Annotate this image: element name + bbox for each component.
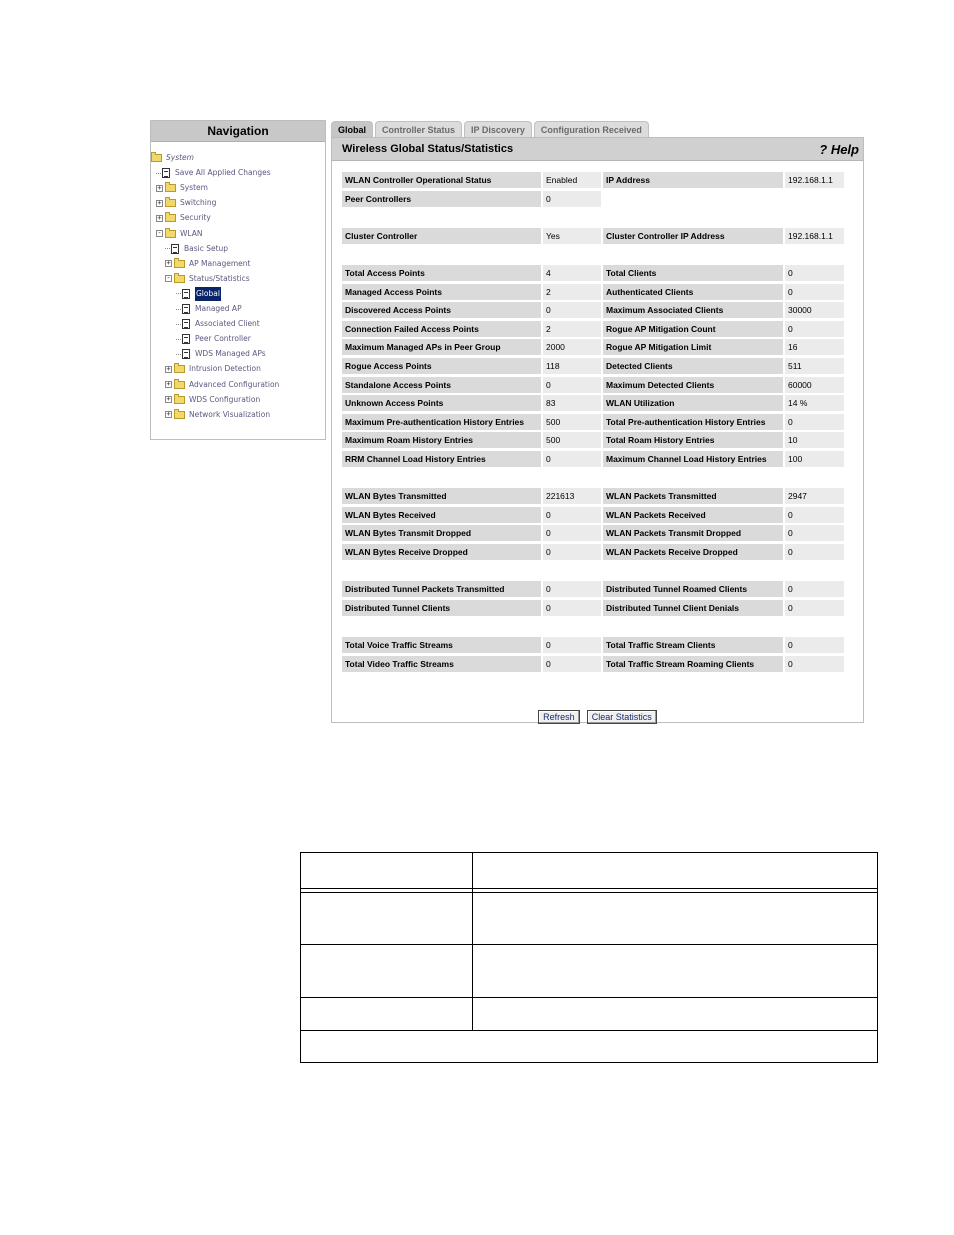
stat-value: 0	[543, 507, 601, 523]
table-row	[342, 507, 844, 523]
folder-icon	[174, 275, 185, 283]
nav-item[interactable]	[165, 362, 261, 376]
stat-label: Maximum Pre-authentication History Entries	[342, 414, 541, 430]
stat-label: Cluster Controller IP Address	[603, 228, 783, 244]
stat-value: 0	[543, 581, 601, 597]
tree-connector	[165, 248, 170, 249]
nav-item[interactable]	[176, 302, 242, 316]
stat-value: Yes	[543, 228, 601, 244]
stat-value: 192.168.1.1	[785, 228, 844, 244]
nav-item-label: Global	[195, 287, 221, 301]
nav-item-label: Advanced Configuration	[189, 379, 280, 389]
clear-statistics-button[interactable]: Clear Statistics	[587, 710, 657, 724]
table-row	[342, 637, 844, 653]
nav-item-label: Security	[180, 213, 211, 223]
stat-label: Total Clients	[603, 265, 783, 281]
collapse-icon[interactable]: -	[157, 229, 162, 237]
stat-value: 0	[785, 656, 844, 672]
nav-item[interactable]	[176, 332, 251, 346]
stat-value: 100	[785, 451, 844, 467]
nav-item-label: Associated Client	[195, 319, 260, 329]
stat-value: 0	[785, 414, 844, 430]
stat-value: 4	[543, 265, 601, 281]
stat-label: WLAN Controller Operational Status	[342, 172, 541, 188]
expand-icon[interactable]: +	[166, 410, 171, 419]
stat-label: Authenticated Clients	[603, 284, 783, 300]
stat-value: 500	[543, 414, 601, 430]
tab-controller-status[interactable]: Controller Status	[375, 121, 462, 137]
stat-value: 0	[543, 600, 601, 616]
table-row	[342, 377, 844, 393]
stat-label: Cluster Controller	[342, 228, 541, 244]
nav-item-label: Status/Statistics	[189, 273, 250, 283]
stat-label: Distributed Tunnel Packets Transmitted	[342, 581, 541, 597]
nav-item[interactable]	[156, 166, 271, 180]
stat-label: Distributed Tunnel Roamed Clients	[603, 581, 783, 597]
stat-value: 60000	[785, 377, 844, 393]
table-row	[342, 656, 844, 672]
stat-label: Discovered Access Points	[342, 302, 541, 318]
stat-label: IP Address	[603, 172, 783, 188]
nav-item-label: AP Management	[189, 258, 251, 268]
nav-item-label: Managed AP	[195, 304, 242, 313]
table-row	[301, 998, 877, 1031]
navigation-title: Navigation	[151, 121, 325, 142]
stat-value: 10	[785, 432, 844, 448]
nav-item-label: Save All Applied Changes	[175, 168, 271, 178]
tree-connector	[176, 293, 181, 294]
stat-value: 0	[543, 637, 601, 653]
stat-label: Standalone Access Points	[342, 377, 541, 393]
nav-item[interactable]	[156, 181, 208, 195]
stat-value: 0	[785, 321, 844, 337]
stat-label: WLAN Packets Transmitted	[603, 488, 783, 504]
nav-item[interactable]	[156, 211, 211, 225]
expand-icon[interactable]: +	[166, 364, 171, 373]
page-icon	[162, 168, 170, 178]
stat-label: WLAN Bytes Receive Dropped	[342, 544, 541, 560]
collapse-icon[interactable]: -	[166, 274, 171, 283]
stat-value: 0	[785, 637, 844, 653]
nav-item-label: System	[180, 183, 208, 193]
stat-label: Peer Controllers	[342, 191, 541, 207]
expand-icon[interactable]: +	[166, 380, 171, 388]
panel-header	[332, 138, 863, 161]
tab-global[interactable]: Global	[331, 121, 373, 137]
stat-label: Total Pre-authentication History Entries	[603, 414, 783, 430]
stat-value: 0	[785, 265, 844, 281]
nav-item[interactable]	[165, 393, 260, 407]
stat-value: 0	[785, 507, 844, 523]
expand-icon[interactable]: +	[157, 183, 162, 192]
stat-value: 0	[785, 284, 844, 300]
nav-item[interactable]	[151, 151, 194, 165]
stat-value: 0	[543, 525, 601, 541]
stat-value: 0	[785, 581, 844, 597]
folder-icon	[165, 230, 176, 238]
stat-value: 118	[543, 358, 601, 374]
table-row	[342, 600, 844, 616]
folder-icon	[165, 199, 176, 207]
nav-item[interactable]	[165, 378, 279, 392]
stat-label: Total Voice Traffic Streams	[342, 637, 541, 653]
page-title: Wireless Global Status/Statistics	[342, 143, 514, 155]
table-row	[301, 945, 877, 998]
stat-label: WLAN Utilization	[603, 395, 783, 411]
folder-icon	[151, 154, 162, 162]
stat-label: Maximum Detected Clients	[603, 377, 783, 393]
stat-label: Distributed Tunnel Client Denials	[603, 600, 783, 616]
stat-value: 0	[543, 656, 601, 672]
stat-label: Rogue Access Points	[342, 358, 541, 374]
folder-icon	[174, 381, 185, 389]
expand-icon[interactable]: +	[166, 259, 171, 268]
stat-value: 2	[543, 284, 601, 300]
help-link[interactable]: ? Help	[819, 141, 859, 157]
stat-label: Total Video Traffic Streams	[342, 656, 541, 672]
tab-bar	[331, 121, 649, 137]
page-icon	[182, 289, 190, 299]
nav-item-label: Network Visualization	[189, 409, 271, 419]
tab-configuration-received[interactable]: Configuration Received	[534, 121, 649, 137]
table-row	[342, 581, 844, 597]
stat-label: WLAN Packets Received	[603, 507, 783, 523]
nav-item-label: Switching	[180, 198, 217, 208]
table-row	[342, 488, 844, 504]
nav-item[interactable]	[165, 408, 270, 422]
stat-label: Detected Clients	[603, 358, 783, 374]
button-bar	[332, 705, 863, 724]
expand-icon[interactable]: +	[157, 198, 162, 207]
stat-value: 0	[543, 377, 601, 393]
tree-connector	[176, 309, 181, 310]
nav-item-label: WLAN	[180, 228, 203, 238]
navigation-panel	[150, 120, 326, 440]
nav-item[interactable]	[165, 242, 228, 256]
page-icon	[182, 334, 190, 344]
stat-label: WLAN Packets Receive Dropped	[603, 544, 783, 560]
table-row	[342, 432, 844, 448]
stat-value: 0	[785, 544, 844, 560]
stat-label: Total Access Points	[342, 265, 541, 281]
stat-label: WLAN Bytes Transmit Dropped	[342, 525, 541, 541]
page-icon	[182, 349, 190, 359]
stat-value: 2	[543, 321, 601, 337]
stat-value: 2947	[785, 488, 844, 504]
table-row	[342, 451, 844, 467]
table-row	[342, 395, 844, 411]
stat-value: 500	[543, 432, 601, 448]
page-icon	[182, 304, 190, 314]
table-row	[342, 358, 844, 374]
nav-item-label: WDS Configuration	[189, 394, 261, 404]
stat-label: Rogue AP Mitigation Count	[603, 321, 783, 337]
nav-item-label: WDS Managed APs	[195, 349, 266, 359]
folder-icon	[165, 214, 176, 222]
stat-value: 16	[785, 339, 844, 355]
table-row	[342, 228, 844, 244]
table-header-row	[301, 853, 877, 889]
table-row	[342, 172, 844, 188]
table-row	[342, 321, 844, 337]
stat-label: Total Traffic Stream Roaming Clients	[603, 656, 783, 672]
page-icon	[182, 319, 190, 329]
nav-item[interactable]	[156, 227, 203, 241]
stat-value: 0	[543, 451, 601, 467]
stat-label: WLAN Bytes Received	[342, 507, 541, 523]
stat-value: 511	[785, 358, 844, 374]
stat-label: Rogue AP Mitigation Limit	[603, 339, 783, 355]
stat-label: RRM Channel Load History Entries	[342, 451, 541, 467]
table-row	[301, 892, 877, 945]
nav-item-label: Peer Controller	[195, 334, 251, 344]
nav-item[interactable]	[176, 317, 260, 331]
nav-item-label: System	[166, 153, 194, 162]
folder-icon	[174, 365, 185, 373]
folder-icon	[174, 396, 185, 404]
table-row	[342, 284, 844, 300]
stat-label: Total Traffic Stream Clients	[603, 637, 783, 653]
table-row	[342, 544, 844, 560]
folder-icon	[174, 411, 185, 419]
tree-connector	[176, 324, 181, 325]
refresh-button[interactable]: Refresh	[538, 710, 580, 724]
stat-label: Connection Failed Access Points	[342, 321, 541, 337]
stat-label: Managed Access Points	[342, 284, 541, 300]
stat-value: Enabled	[543, 172, 601, 188]
stat-value: 192.168.1.1	[785, 172, 844, 188]
tree-connector	[156, 173, 161, 174]
table-row	[342, 302, 844, 318]
table-row	[342, 191, 844, 207]
stat-value: 0	[543, 191, 601, 207]
stat-label: WLAN Bytes Transmitted	[342, 488, 541, 504]
nav-item[interactable]	[165, 272, 250, 286]
folder-icon	[174, 260, 185, 268]
stat-label: Maximum Associated Clients	[603, 302, 783, 318]
tab-ip-discovery[interactable]: IP Discovery	[464, 121, 532, 137]
table-row	[342, 525, 844, 541]
stat-label: Total Roam History Entries	[603, 432, 783, 448]
stat-value: 0	[543, 302, 601, 318]
stat-label: Maximum Roam History Entries	[342, 432, 541, 448]
tree-connector	[176, 354, 181, 355]
folder-icon	[165, 184, 176, 192]
stat-value: 83	[543, 395, 601, 411]
table-row	[342, 339, 844, 355]
stat-value: 0	[785, 600, 844, 616]
nav-item[interactable]	[176, 347, 266, 361]
nav-item[interactable]	[156, 196, 216, 210]
nav-item-label: Intrusion Detection	[189, 364, 261, 374]
expand-icon[interactable]: +	[166, 395, 171, 404]
stat-value: 221613	[543, 488, 601, 504]
stat-value: 30000	[785, 302, 844, 318]
nav-item-label: Basic Setup	[184, 243, 229, 253]
table-divider	[472, 853, 473, 1031]
table-row	[342, 414, 844, 430]
stat-label: Maximum Managed APs in Peer Group	[342, 339, 541, 355]
table-row	[342, 265, 844, 281]
expand-icon[interactable]: +	[157, 213, 162, 222]
stat-label: Distributed Tunnel Clients	[342, 600, 541, 616]
stat-label: Unknown Access Points	[342, 395, 541, 411]
stat-value: 0	[785, 525, 844, 541]
stat-label: WLAN Packets Transmit Dropped	[603, 525, 783, 541]
nav-item[interactable]	[165, 257, 250, 271]
stat-label: Maximum Channel Load History Entries	[603, 451, 783, 467]
nav-item[interactable]	[176, 287, 221, 301]
stat-value: 14 %	[785, 395, 844, 411]
tree-connector	[176, 339, 181, 340]
document-table	[300, 852, 878, 1063]
main-panel	[331, 137, 864, 723]
page-icon	[171, 244, 179, 254]
stat-value: 0	[543, 544, 601, 560]
stat-value: 2000	[543, 339, 601, 355]
